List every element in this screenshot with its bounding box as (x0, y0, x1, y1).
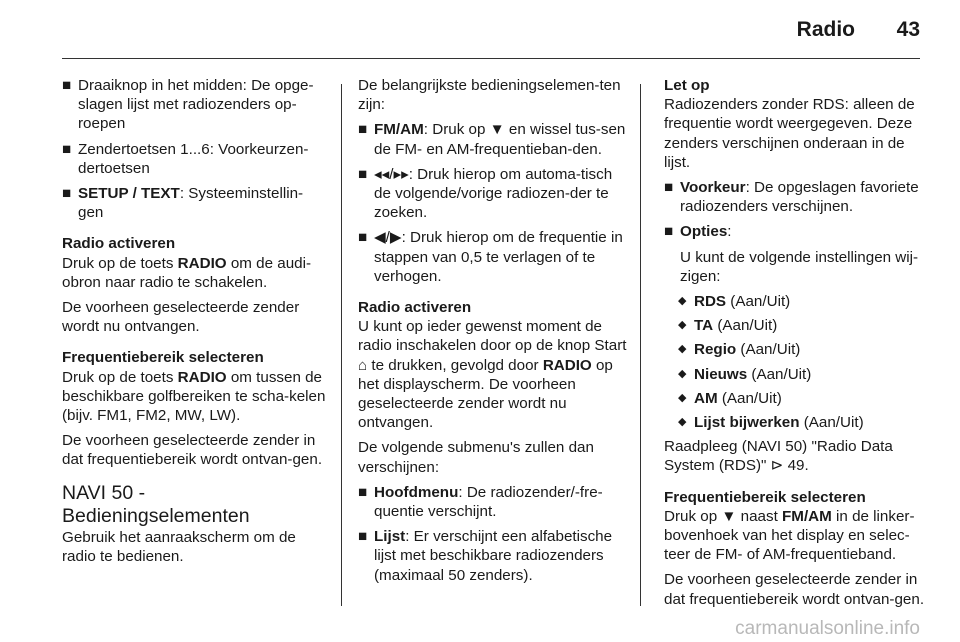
bullet-icon: ■ (358, 483, 368, 501)
list-item: ■ SETUP / TEXT: Systeeminstellin-gen (62, 185, 304, 222)
section-radio-activeren-2 (358, 298, 628, 585)
option-item: ◆ Regio (Aan/Uit) (678, 341, 801, 359)
list-item: ■ ◂◂/▸▸: Druk hierop om automa-tisch de volgende/vorige radiozen-der te zoeken. (358, 165, 613, 222)
list-item: ■ ◀/▶: Druk hierop om de frequentie in stappen van 0,5 te verlagen of te verhogen. (358, 229, 623, 285)
option-item: ◆ Nieuws (Aan/Uit) (678, 365, 812, 383)
watermark: carmanualsonline.info (735, 618, 920, 639)
paragraph: Druk op de toets RADIO om de audi-obron naar radio te schakelen. (62, 254, 312, 291)
bullet-icon: ■ (358, 229, 368, 247)
bullet-icon: ■ (664, 223, 674, 241)
paragraph: U kunt op ieder gewenst moment de radio inschakelen door op de knop Start ⌂ te drukken, gevolgd door RADIO op het displayscherm. De voorheen geselecteerde zender wordt nu ontvangen. (358, 318, 627, 432)
list-item: ■ Hoofdmenu: De radiozender/-fre-quentie verschijnt. (358, 483, 603, 521)
bullet-icon: ■ (358, 121, 368, 139)
diamond-icon: ◆ (678, 391, 687, 404)
list-item: ■ Zendertoetsen 1...6: Voorkeurzen-dertoetsen (62, 140, 309, 177)
section-heading: Frequentiebereik selecteren (62, 349, 264, 367)
bullet-icon: ■ (62, 185, 72, 203)
bullet-icon: ■ (358, 165, 368, 183)
page-title: Radio (796, 18, 855, 41)
section-frequentiebereik-2 (664, 488, 926, 609)
cross-reference: Raadpleeg (NAVI 50) "Radio Data System (RDS)" ⊳ 49. (664, 438, 893, 475)
bullet-icon: ■ (62, 77, 72, 94)
bullet-icon: ■ (358, 528, 368, 546)
paragraph: Druk op ▼ naast FM/AM in de linker-bovenhoek van het display en selec-teer de FM- of AM-frequentieband. (664, 507, 915, 564)
paragraph: De volgende submenu's zullen dan verschijnen: (358, 439, 594, 476)
section-heading: Radio activeren (358, 299, 472, 317)
option-item: ◆ RDS (Aan/Uit) (678, 293, 791, 311)
diamond-icon: ◆ (678, 319, 687, 332)
list-item: ■ Voorkeur: De opgeslagen favoriete radiozenders verschijnen. (664, 179, 919, 216)
list-item: ■ Draaiknop in het midden: De opge-slagen lijst met radiozenders op-roepen (62, 77, 314, 133)
list-item: ■ Lijst: Er verschijnt een alfabetische lijst met beschikbare radiozenders (maximaal 50 zenders). (358, 528, 613, 584)
section-heading: Radio activeren (62, 235, 176, 253)
seek-icon: ◂◂/▸▸ (374, 165, 409, 183)
paragraph: De voorheen geselecteerde zender wordt nu ontvangen. (62, 299, 300, 336)
page-number: 43 (896, 18, 920, 41)
column-divider-2 (640, 84, 641, 606)
bullet-icon: ■ (62, 140, 72, 158)
note-text: Radiozenders zonder RDS: alleen de frequentie wordt weergegeven. Deze zenders verschijnen onderaan in de lijst. (664, 96, 915, 171)
paragraph: U kunt de volgende instellingen wij-zigen: (680, 248, 919, 285)
paragraph: Druk op de toets RADIO om tussen de beschikbare golfbereiken te scha-kelen (bijv. FM1, FM2, MW, LW). (62, 368, 326, 425)
diamond-icon: ◆ (678, 295, 687, 308)
column-2 (358, 76, 628, 591)
diamond-icon: ◆ (678, 367, 687, 380)
option-item: ◆ Lijst bijwerken (Aan/Uit) (678, 414, 864, 432)
paragraph: De voorheen geselecteerde zender in dat frequentiebereik wordt ontvan-gen. (62, 432, 323, 469)
paragraph: Gebruik het aanraakscherm om de radio te bedienen. (62, 528, 296, 565)
list-item: ■ FM/AM: Druk op ▼ en wissel tus-sen de FM- en AM-frequentieban-den. (358, 121, 626, 158)
reference-arrow-icon: ⊳ (770, 457, 784, 475)
navi-heading: NAVI 50 - Bedieningselementen (62, 481, 250, 527)
list-item: ■ Opties: U kunt de volgende instellingen wij-zigen: (664, 222, 926, 286)
column-3 (664, 76, 926, 615)
option-item: ◆ AM (Aan/Uit) (678, 389, 782, 407)
section-radio-activeren (62, 234, 328, 336)
page-header (0, 0, 960, 60)
paragraph: De belangrijkste bedieningselemen-ten zijn: (358, 77, 621, 114)
option-item: ◆ TA (Aan/Uit) (678, 317, 778, 335)
step-icon: ◀/▶ (374, 229, 402, 247)
bullet-icon: ■ (664, 179, 674, 197)
header-divider (62, 58, 920, 59)
section-frequentiebereik (62, 348, 328, 469)
section-heading: Frequentiebereik selecteren (664, 488, 866, 506)
column-1 (62, 76, 328, 572)
paragraph: De voorheen geselecteerde zender in dat frequentiebereik wordt ontvan-gen. (664, 571, 925, 608)
home-icon: ⌂ (358, 356, 368, 374)
diamond-icon: ◆ (678, 416, 687, 429)
column-divider-1 (341, 84, 342, 606)
note-heading: Let op (664, 77, 710, 94)
diamond-icon: ◆ (678, 343, 687, 356)
